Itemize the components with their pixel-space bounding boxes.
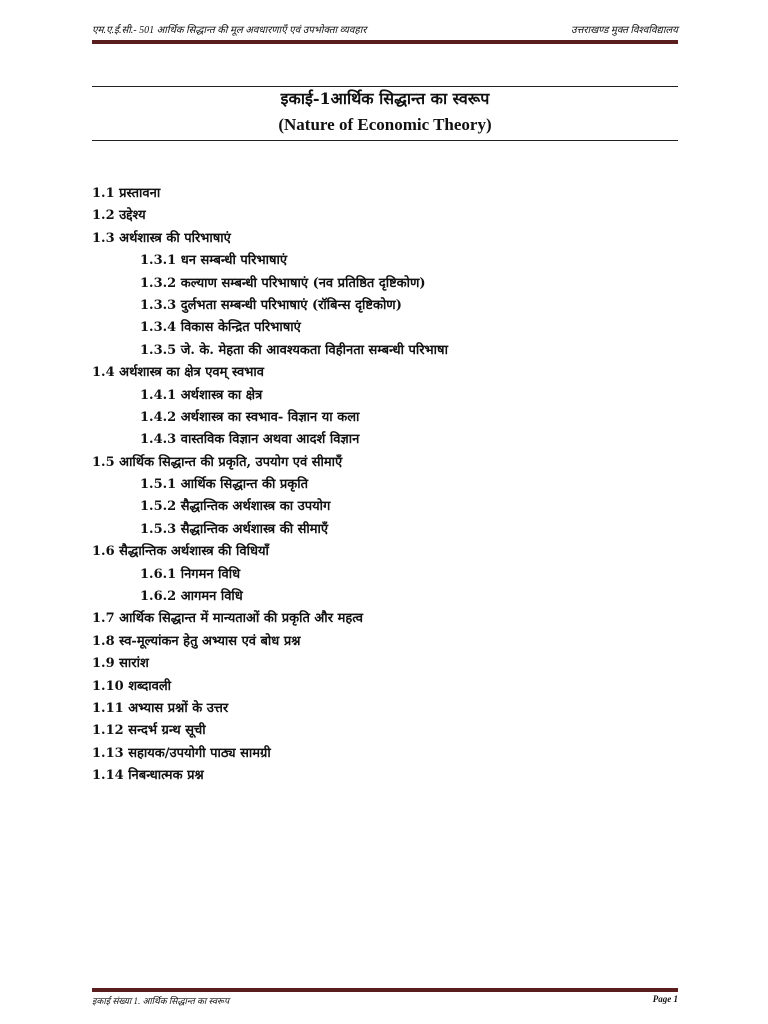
toc-item: 1.10 शब्दावली	[92, 678, 172, 694]
unit-title-hindi: इकाई-1आर्थिक सिद्धान्त का स्वरूप	[280, 89, 490, 108]
title-top-rule	[92, 86, 678, 87]
footer-rule	[92, 988, 678, 992]
toc-item: 1.4 अर्थशास्त्र का क्षेत्र एवम् स्वभाव	[92, 365, 264, 381]
toc-item: 1.6 सैद्धान्तिक अर्थशास्त्र की विधियाँ	[92, 544, 269, 560]
title-bottom-rule	[92, 140, 678, 141]
header-course-title: एम.ए.ई.सी.- 501 आर्थिक सिद्धान्त की मूल अवधारणाएँ एवं उपभोक्ता व्यवहार	[92, 25, 367, 36]
unit-title	[92, 88, 678, 138]
toc-subitem: 1.3.1 धन सम्बन्धी परिभाषाएं	[140, 253, 288, 269]
header-university: उत्तराखण्ड मुक्त विश्वविद्यालय	[571, 25, 678, 36]
toc-item: 1.1 प्रस्तावना	[92, 186, 161, 201]
header-rule	[92, 40, 678, 44]
toc-item: 1.14 निबन्धात्मक प्रश्न	[92, 768, 204, 784]
toc-subitem: 1.5.3 सैद्धान्तिक अर्थशास्त्र की सीमाएँ	[140, 521, 329, 537]
toc-item: 1.3 अर्थशास्त्र की परिभाषाएं	[92, 230, 231, 246]
toc-subitem: 1.3.4 विकास केन्द्रित परिभाषाएं	[140, 320, 301, 336]
toc-subitem: 1.4.2 अर्थशास्त्र का स्वभाव- विज्ञान या कला	[140, 409, 360, 425]
page-footer	[92, 994, 678, 1010]
toc-item: 1.5 आर्थिक सिद्धान्त की प्रकृति, उपयोग एवं सीमाएँ	[92, 454, 343, 470]
page-header	[92, 22, 678, 40]
toc-item: 1.12 सन्दर्भ ग्रन्थ सूची	[92, 723, 206, 739]
toc-item: 1.9 सारांश	[92, 656, 149, 672]
toc-subitem: 1.3.2 कल्याण सम्बन्धी परिभाषाएं (नव प्रतिष्ठित दृष्टिकोण)	[140, 275, 426, 291]
toc-subitem: 1.4.1 अर्थशास्त्र का क्षेत्र	[140, 387, 263, 403]
toc-subitem: 1.4.3 वास्तविक विज्ञान अथवा आदर्श विज्ञान	[140, 432, 360, 448]
toc-item: 1.8 स्व-मूल्यांकन हेतु अभ्यास एवं बोध प्रश्न	[92, 633, 301, 649]
footer-unit-label: इकाई संख्या 1. आर्थिक सिद्धान्त का स्वरूप	[92, 996, 230, 1006]
toc-subitem: 1.3.3 दुर्लभता सम्बन्धी परिभाषाएं (रॉबिन्स दृष्टिकोण)	[140, 297, 402, 313]
toc-item: 1.7 आर्थिक सिद्धान्त में मान्यताओं की प्रकृति और महत्व	[92, 611, 363, 627]
toc-subitem: 1.5.1 आर्थिक सिद्धान्त की प्रकृति	[140, 477, 309, 493]
unit-title-english: (Nature of Economic Theory)	[278, 115, 492, 134]
toc-subitem: 1.3.5 जे. के. मेहता की आवश्यकता विहीनता सम्बन्धी परिभाषा	[140, 342, 448, 358]
toc-subitem: 1.6.1 निगमन विधि	[140, 566, 241, 582]
toc-item: 1.13 सहायक/उपयोगी पाठ्य सामग्री	[92, 745, 271, 761]
toc-item: 1.2 उद्देश्य	[92, 208, 146, 224]
page-number: Page 1	[652, 994, 678, 1004]
toc-subitem: 1.5.2 सैद्धान्तिक अर्थशास्त्र का उपयोग	[140, 499, 331, 515]
toc-subitem: 1.6.2 आगमन विधि	[140, 589, 243, 605]
table-of-contents	[92, 183, 678, 788]
toc-item: 1.11 अभ्यास प्रश्नों के उत्तर	[92, 700, 229, 716]
